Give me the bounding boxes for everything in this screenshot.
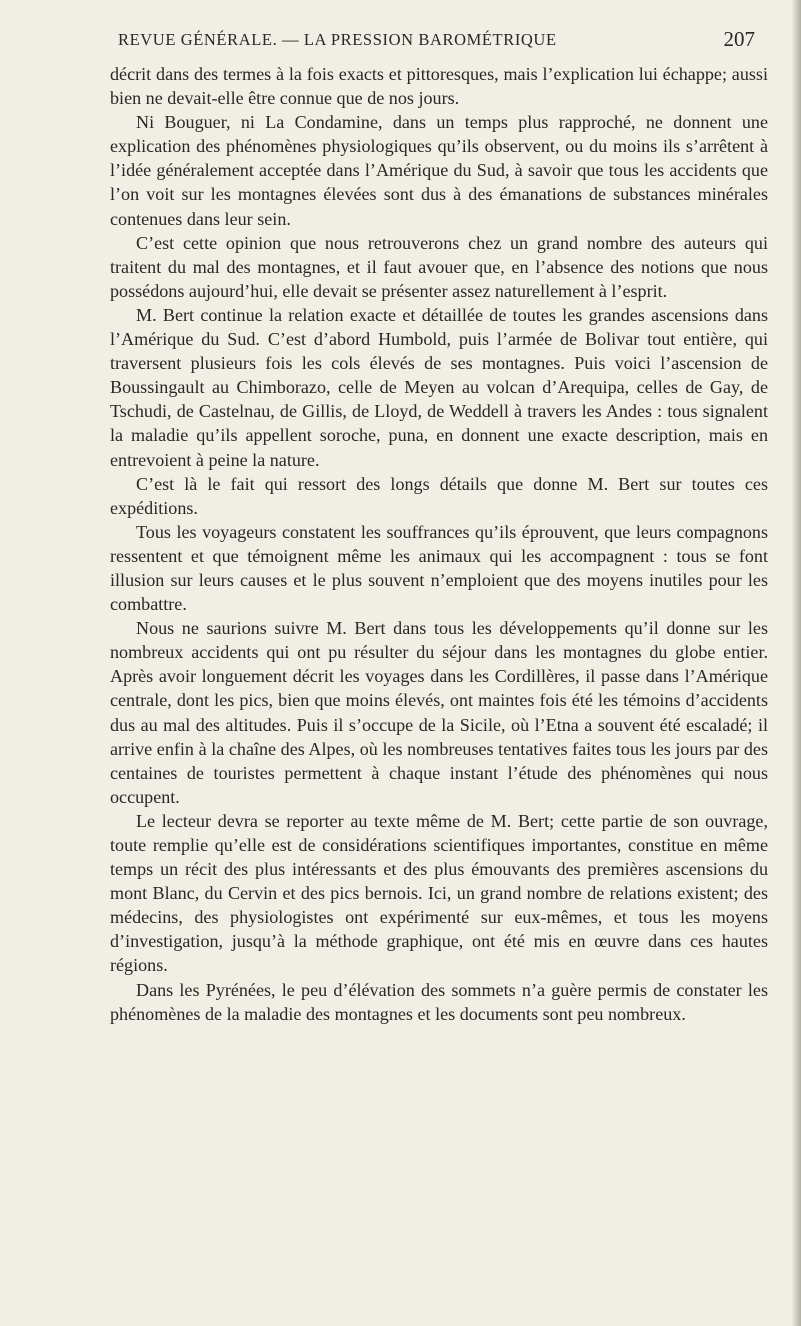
paragraph: décrit dans des termes à la fois exacts et pittoresques, mais l’explication lui échappe; aussi bien ne devait-elle être connue que de nos jours.	[110, 64, 768, 109]
paragraph: Tous les voyageurs constatent les souffrances qu’ils éprouvent, que leurs compagnons ressentent et que témoignent même les animaux qui les accompagnent : tous se font illusion sur leurs causes et le plus souvent n’emploient que des moyens inutiles pour les combattre.	[110, 521, 768, 615]
body-text	[110, 62, 768, 1026]
paragraph: Le lecteur devra se reporter au texte même de M. Bert; cette partie de son ouvrage, toute remplie qu’elle est de considérations scientifiques importantes, constitue en même temps un récit des plus intéressants et des plus émouvants des premières ascensions du mont Blanc, du Cervin et des pics bernois. Ici, un grand nombre de relations existent; des médecins, des physiologistes ont expérimenté sur eux-mêmes, et tous les moyens d’investigation, jusqu’à la méthode graphique, ont été mis en œuvre dans ces hautes régions.	[110, 810, 768, 976]
running-head-title: REVUE GÉNÉRALE. — LA PRESSION BAROMÉTRIQUE	[118, 30, 557, 49]
paragraph: M. Bert continue la relation exacte et détaillée de toutes les grandes ascensions dans l’Amérique du Sud. C’est d’abord Humbold, puis l’armée de Bolivar tout entière, qui traversent plusieurs fois les cols élevés de ses montagnes. Puis voici l’ascension de Boussingault au Chimborazo, celle de Meyen au volcan d’Arequipa, celles de Gay, de Tschudi, de Castelnau, de Gillis, de Lloyd, de Weddell à travers les Andes : tous signalent la maladie qu’ils appellent soroche, puna, en donnent une exacte description, mais en entrevoient à peine la nature.	[110, 304, 768, 470]
paragraph: C’est là le fait qui ressort des longs détails que donne M. Bert sur toutes ces expéditions.	[110, 473, 768, 518]
page-edge-shadow	[791, 0, 801, 1326]
page-number: 207	[723, 27, 755, 51]
paragraph: Nous ne saurions suivre M. Bert dans tous les développements qu’il donne sur les nombreux accidents qui ont pu résulter du séjour dans les montagnes du globe entier. Après avoir longuement décrit les voyages dans les Cordillères, il passe dans l’Amérique centrale, dont les pics, bien que moins élevés, ont maintes fois été les témoins d’accidents dus au mal des altitudes. Puis il s’occupe de la Sicile, où l’Etna a souvent été escaladé; il arrive enfin à la chaîne des Alpes, où les nombreuses tentatives faites tous les jours par des centaines de touristes permettent à chaque instant l’étude des phénomènes qui nous occupent.	[110, 618, 768, 807]
paragraph: Ni Bouguer, ni La Condamine, dans un temps plus rapproché, ne donnent une explication des phénomènes physiologiques qu’ils observent, ou du moins ils s’arrêtent à l’idée généralement acceptée dans l’Amérique du Sud, à savoir que tous les accidents que l’on voit sur les montagnes élevées sont dus à des émanations de substances minérales contenues dans leur sein.	[110, 112, 768, 229]
paragraph: C’est cette opinion que nous retrouverons chez un grand nombre des auteurs qui traitent du mal des montagnes, et il faut avouer que, en l’absence des notions que nous possédons aujourd’hui, elle devait se présenter assez naturellement à l’esprit.	[110, 232, 768, 301]
running-head	[118, 27, 771, 54]
paragraph: Dans les Pyrénées, le peu d’élévation des sommets n’a guère permis de constater les phénomènes de la maladie des montagnes et les documents sont peu nombreux.	[110, 979, 768, 1024]
